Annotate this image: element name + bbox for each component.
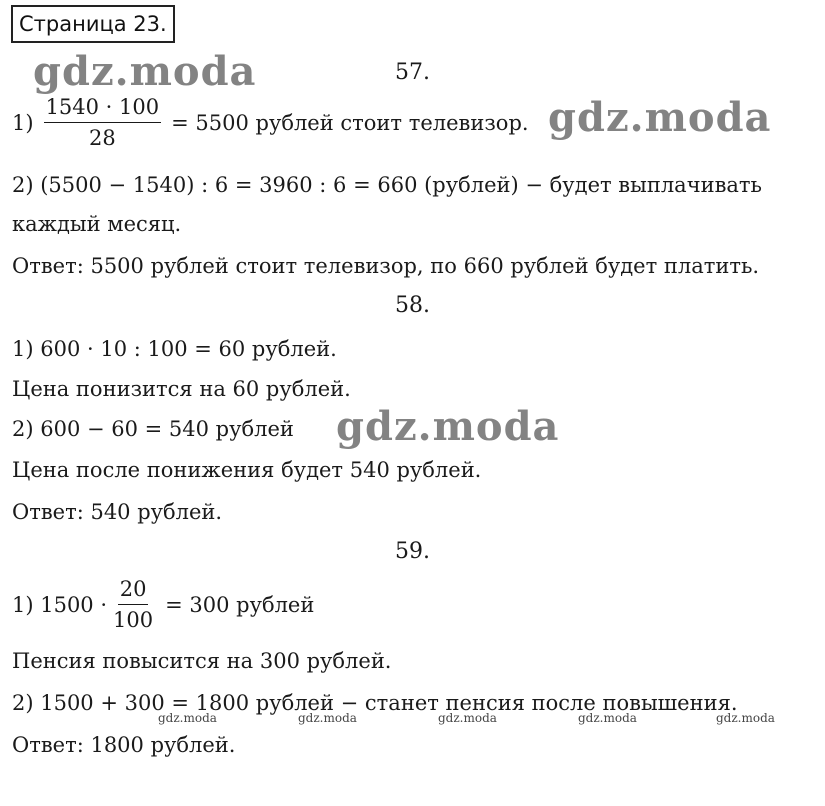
task-59-number: 59. [395, 539, 430, 564]
task-58-step-2: 2) 600 − 60 = 540 рублей [12, 417, 294, 441]
task-57-number: 57. [395, 60, 430, 85]
task-59-fraction [111, 577, 155, 632]
watermark-logo: gdz.moda [548, 94, 772, 141]
task-57-step-1 [12, 95, 529, 150]
task-58-answer: Ответ: 540 рублей. [12, 500, 223, 524]
task-58-number: 58. [395, 293, 430, 318]
task-57-step-1-prefix: 1) [12, 110, 34, 135]
task-58-step-1: 1) 600 · 10 : 100 = 60 рублей. [12, 337, 337, 361]
fraction-numerator: 20 [118, 577, 149, 605]
page-label: Страница 23. [11, 5, 175, 43]
watermark-small: gdz.moda [438, 711, 497, 725]
task-59-step-2: 2) 1500 + 300 = 1800 рублей − станет пенсия после повышения. [12, 691, 738, 715]
task-59-answer: Ответ: 1800 рублей. [12, 733, 236, 757]
task-57-step-2-cont: каждый месяц. [12, 212, 182, 236]
task-57-fraction [44, 95, 162, 150]
watermark-small: gdz.moda [298, 711, 357, 725]
task-57-step-1-result: = 5500 рублей стоит телевизор. [171, 110, 529, 135]
task-57-step-2: 2) (5500 − 1540) : 6 = 3960 : 6 = 660 (рублей) − будет выплачивать [12, 173, 762, 197]
watermark-small: gdz.moda [158, 711, 217, 725]
task-59-step-1-prefix: 1) 1500 · [12, 592, 108, 617]
fraction-denominator: 28 [88, 126, 116, 150]
task-57-answer: Ответ: 5500 рублей стоит телевизор, по 660 рублей будет платить. [12, 254, 760, 278]
watermark-small: gdz.moda [716, 711, 775, 725]
watermark-small: gdz.moda [578, 711, 637, 725]
watermark-logo: gdz.moda [336, 403, 560, 450]
task-59-step-1-note: Пенсия повысится на 300 рублей. [12, 649, 392, 673]
task-59-step-1 [12, 577, 314, 632]
task-58-step-2-note: Цена после понижения будет 540 рублей. [12, 458, 482, 482]
watermark-logo: gdz.moda [33, 48, 257, 95]
task-59-step-1-result: = 300 рублей [165, 592, 315, 617]
fraction-numerator: 1540 · 100 [44, 95, 162, 123]
fraction-denominator: 100 [113, 608, 154, 632]
task-58-step-1-note: Цена понизится на 60 рублей. [12, 377, 351, 401]
